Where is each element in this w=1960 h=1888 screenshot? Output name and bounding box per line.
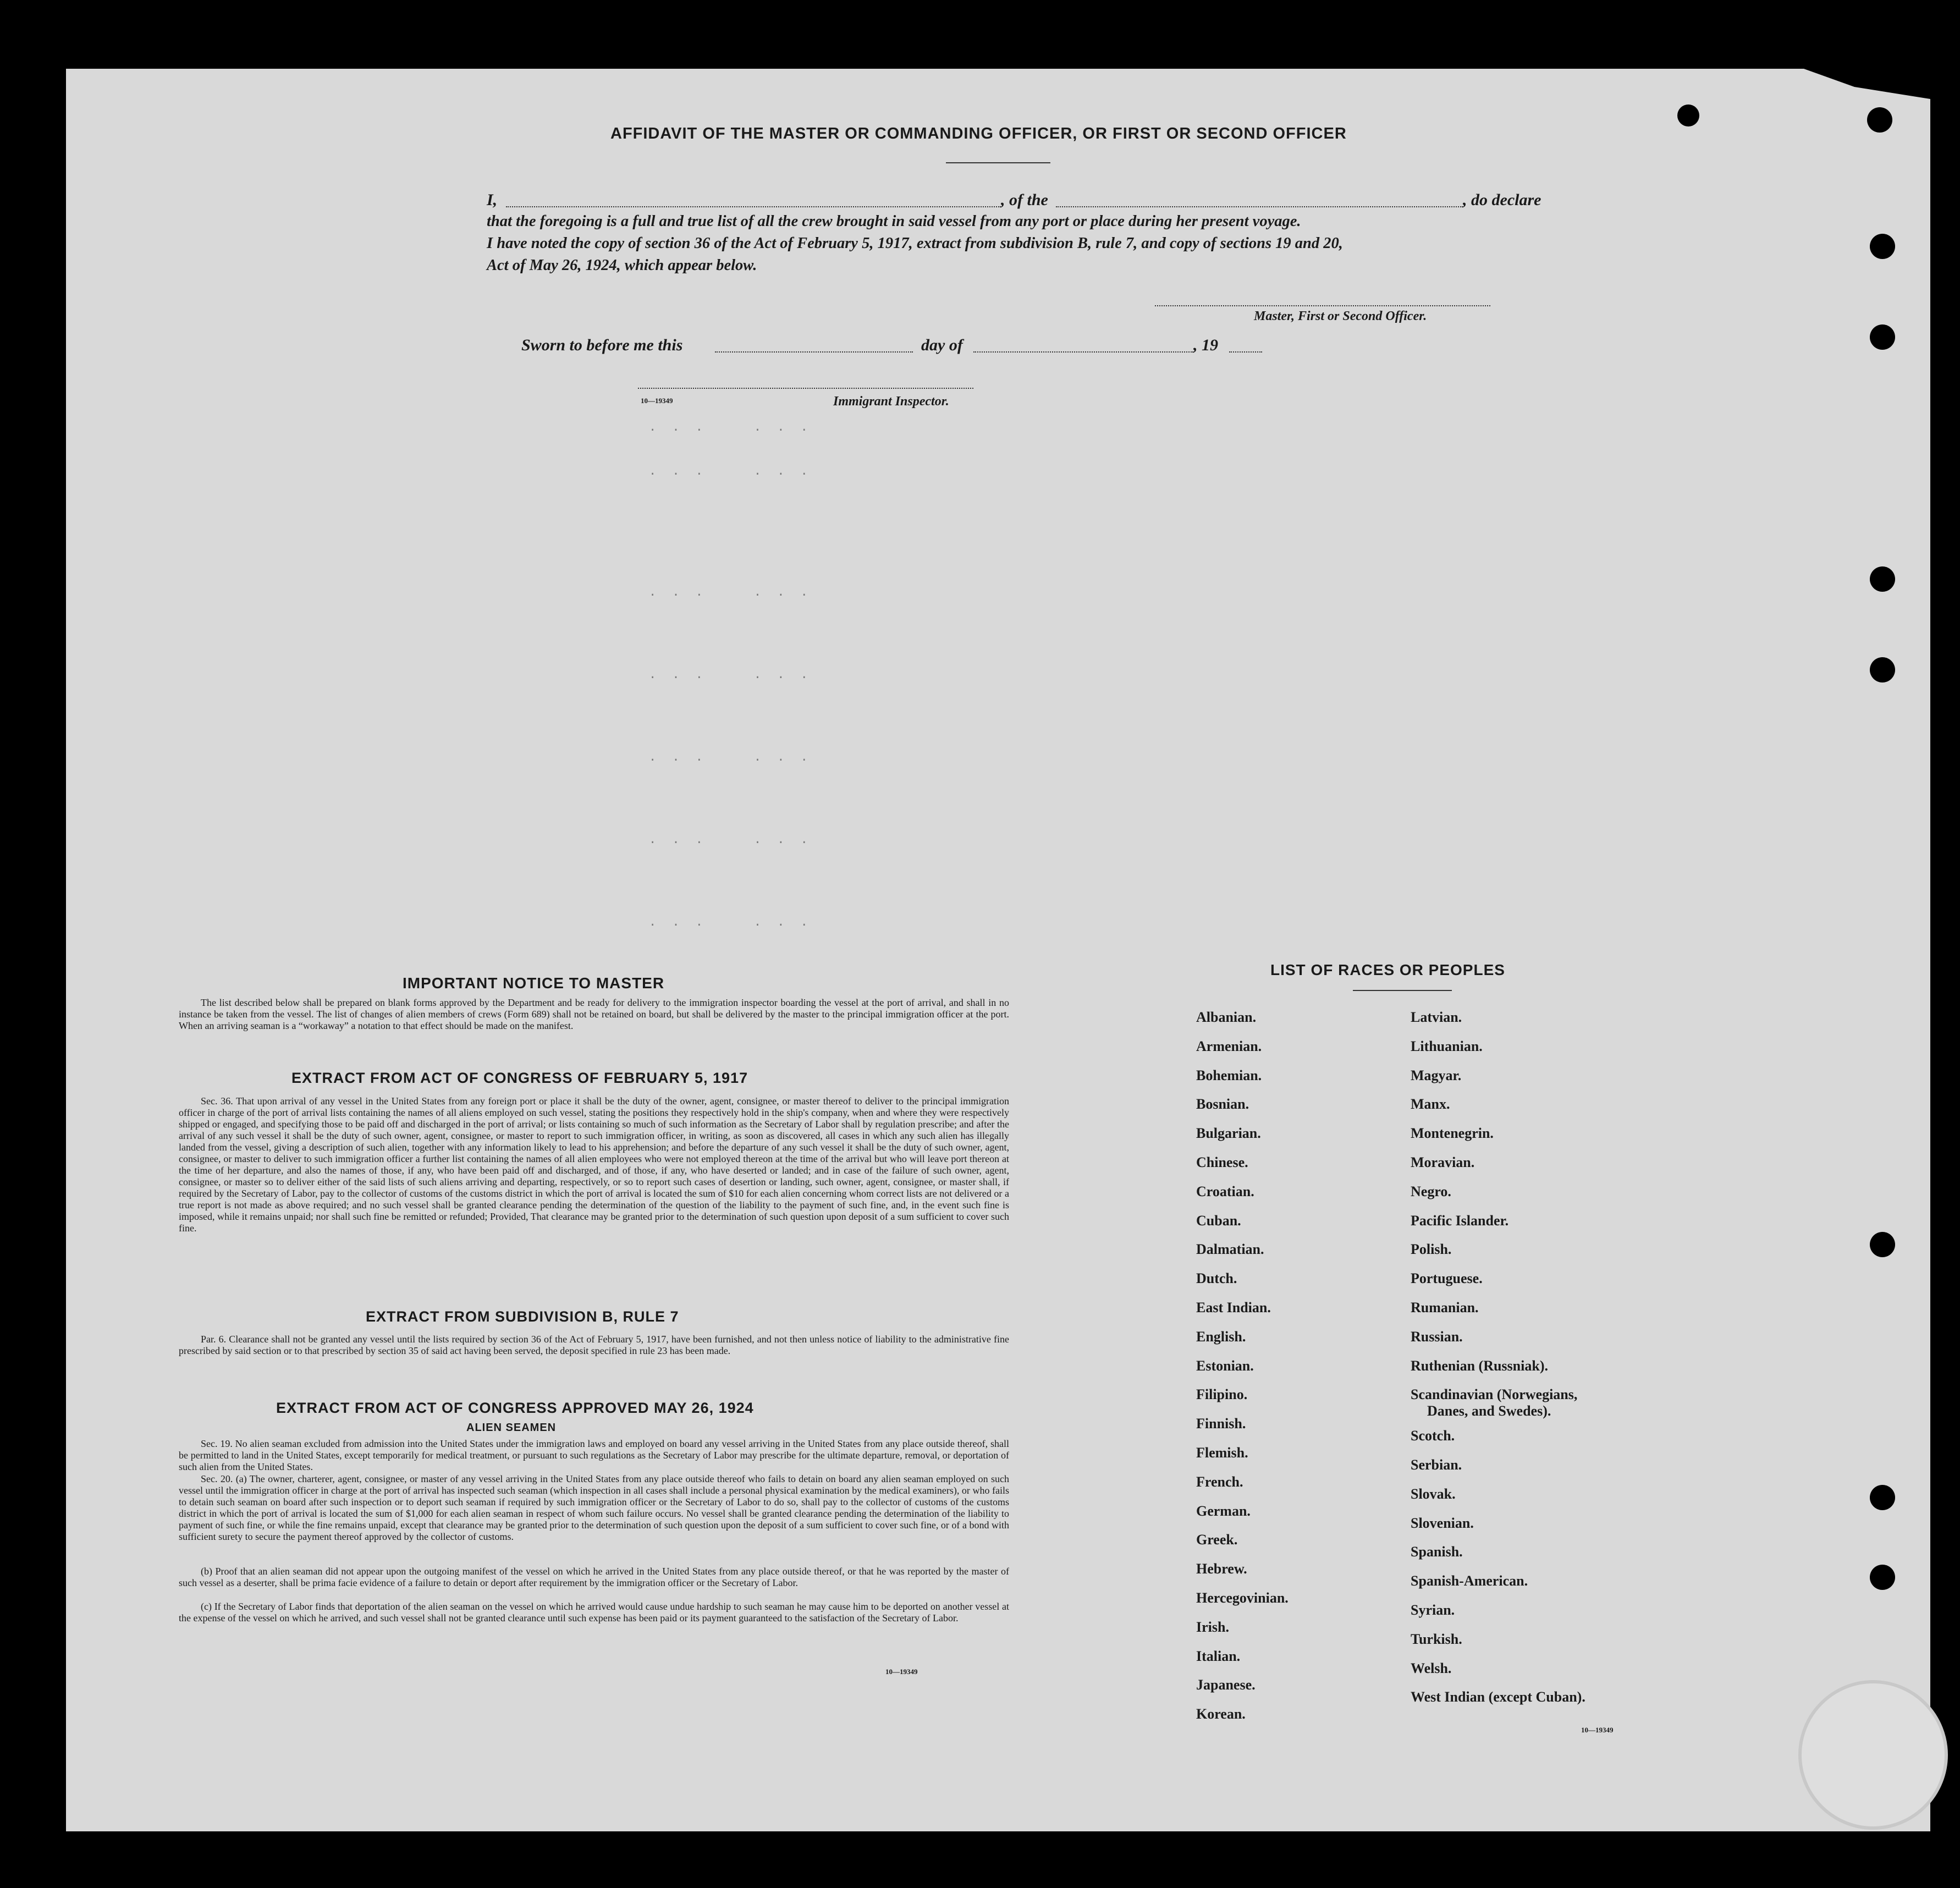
- document-sheet: [66, 69, 1930, 1831]
- extract-1917-title: EXTRACT FROM ACT OF CONGRESS OF FEBRUARY 5, 1917: [291, 1070, 748, 1086]
- form-number: 10—19349: [1581, 1726, 1614, 1734]
- show-through-marks: . . . . . .: [649, 465, 812, 478]
- show-through-marks: . . . . . .: [649, 833, 812, 847]
- alien-seamen-subtitle: ALIEN SEAMEN: [466, 1422, 557, 1434]
- race-item: Russian.: [1411, 1328, 1463, 1345]
- race-item: Filipino.: [1196, 1386, 1248, 1403]
- race-item: Dutch.: [1196, 1270, 1237, 1287]
- notice-text: The list described below shall be prepared on blank forms approved by the Department and be ready for delivery to the immigration inspector boarding the vessel at the port of arrival, and shall in no instance be taken from the vessel. The list of changes of alien members of crews (Form 689) shall not be retained on board, but shall be delivered by the master to the principal immigration officer at the port. When an arriving seaman is a “workaway” a notation to that effect should be made on the manifest.: [179, 997, 1009, 1031]
- race-item: Montenegrin.: [1411, 1125, 1494, 1142]
- race-item: Japanese.: [1196, 1677, 1256, 1693]
- race-item: West Indian (except Cuban).: [1411, 1689, 1585, 1705]
- title-rule: [946, 162, 1050, 163]
- race-item: Spanish.: [1411, 1544, 1463, 1560]
- race-item: Welsh.: [1411, 1660, 1452, 1676]
- extract-1924-title: EXTRACT FROM ACT OF CONGRESS APPROVED MAY 26, 1924: [276, 1400, 754, 1416]
- rule7-title: EXTRACT FROM SUBDIVISION B, RULE 7: [366, 1308, 679, 1325]
- punch-hole: [1867, 107, 1892, 133]
- race-item: Serbian.: [1411, 1457, 1462, 1473]
- race-item: Armenian.: [1196, 1038, 1262, 1054]
- race-item: Finnish.: [1196, 1416, 1246, 1432]
- race-item: Portuguese.: [1411, 1270, 1483, 1287]
- sec20b-text: (b) Proof that an alien seaman did not appear upon the outgoing manifest of the vessel on which he arrived in the United States from any place outside thereof, or that he was reported by the master of such vessel as a deserter, shall be prima facie evidence of a failure to detain or deport after requirement by the immigration officer or the Secretary of Labor.: [179, 1566, 1009, 1588]
- race-item: Greek.: [1196, 1532, 1238, 1548]
- sworn-month-field[interactable]: [973, 351, 1193, 353]
- day-of-label: day of: [921, 336, 963, 354]
- race-item: Korean.: [1196, 1706, 1246, 1722]
- race-item: Bohemian.: [1196, 1067, 1262, 1083]
- race-item: Slovak.: [1411, 1485, 1456, 1502]
- show-through-marks: . . . . . .: [649, 916, 812, 929]
- race-item: English.: [1196, 1328, 1246, 1345]
- embossed-seal: [1798, 1680, 1948, 1830]
- punch-hole: [1677, 104, 1699, 126]
- inspector-signature-field[interactable]: [638, 388, 973, 389]
- race-item: Italian.: [1196, 1648, 1241, 1664]
- punch-hole: [1870, 1232, 1895, 1257]
- punch-hole: [1870, 566, 1895, 592]
- name-field[interactable]: [506, 206, 1001, 207]
- race-item: German.: [1196, 1502, 1251, 1519]
- race-item: Hebrew.: [1196, 1561, 1247, 1577]
- show-through-marks: . . . . . .: [649, 586, 812, 599]
- show-through-marks: . . . . . .: [649, 668, 812, 682]
- race-item: Spanish-American.: [1411, 1573, 1528, 1589]
- race-item: Bosnian.: [1196, 1096, 1249, 1113]
- race-item: Bulgarian.: [1196, 1125, 1261, 1142]
- race-item: Syrian.: [1411, 1602, 1455, 1618]
- race-item: Turkish.: [1411, 1631, 1462, 1647]
- sworn-day-field[interactable]: [715, 351, 913, 353]
- race-item: Pacific Islander.: [1411, 1212, 1509, 1229]
- race-item: Flemish.: [1196, 1445, 1248, 1461]
- race-item: Dalmatian.: [1196, 1241, 1264, 1258]
- notice-title: IMPORTANT NOTICE TO MASTER: [403, 975, 665, 992]
- signature-caption: Master, First or Second Officer.: [1254, 309, 1427, 323]
- race-item: Slovenian.: [1411, 1515, 1474, 1531]
- race-item: Negro.: [1411, 1183, 1451, 1199]
- affidavit-body-line1: that the foregoing is a full and true list of all the crew brought in said vessel from any port or place during her present voyage.: [487, 213, 1301, 230]
- punch-hole: [1870, 1565, 1895, 1590]
- sworn-label: Sworn to before me this: [521, 336, 683, 354]
- rule7-text: Par. 6. Clearance shall not be granted any vessel until the lists required by section 36 of the Act of February 5, 1917, have been furnished, and not then unless notice of liability to the administrative fine prescribed by said section or to that prescribed by section 35 of said act having been served, the deposit specified in rule 23 has been made.: [179, 1334, 1009, 1356]
- races-title-rule: [1353, 990, 1452, 991]
- race-item: French.: [1196, 1473, 1243, 1490]
- punch-hole: [1870, 234, 1895, 259]
- race-item: Irish.: [1196, 1619, 1229, 1635]
- race-item: Moravian.: [1411, 1154, 1475, 1170]
- race-item: Croatian.: [1196, 1183, 1254, 1199]
- race-item: Cuban.: [1196, 1212, 1241, 1229]
- race-item: Scotch.: [1411, 1428, 1455, 1444]
- affidavit-i-label: I,: [487, 191, 498, 209]
- extract-1917-text: Sec. 36. That upon arrival of any vessel in the United States from any foreign port or place it shall be the duty of the owner, agent, consignee, or master thereof to deliver to the principal immigration officer in charge of the port of arrival lists containing the names of all aliens employed on such vessel, stating the positions they respectively hold in the ship's company, when and where they were respectively shipped or engaged, and specifying those to be paid off and discharged in the port of arrival; or lists containing so much of such information as the Secretary of Labor shall by regulation prescribe; and after the arrival of any such vessel it shall be the duty of such owner, agent, consignee, or master to report to such immigration officer, in writing, as soon as discovered, all cases in which any such alien has illegally landed from the vessel, giving a description of such alien, together with any information likely to lead to his apprehension; and before the departure of any such vessel it shall be the duty of such owner, agent, consignee, or master to deliver to such immigration officer a further list containing the names of all alien employees who were not employed thereon at the time of the arrival but who will leave port thereon at the time of her departure, and also the names of those, if any, who have been paid off and discharged, and of those, if any, who have deserted or landed; and in case of the failure of such owner, agent, consignee, or master so to deliver either of the said lists of such aliens arriving and departing, respectively, or so to report such cases of desertion or landing, such owner, agent, consignee, or master shall, if required by the Secretary of Labor, pay to the collector of customs of the customs district in which the port of arrival is located the sum of $10 for each alien concerning whom correct lists are not delivered or a true report is not made as above required; and no such vessel shall be granted clearance pending the determination of the question of the liability to the payment of such fine, and, in the event such fine is imposed, while it remains unpaid; nor shall such fine be remitted or refunded; Provided, That clearance may be granted prior to the determination of such question upon deposit of a sum sufficient to cover such fine.: [179, 1096, 1009, 1234]
- race-item: Latvian.: [1411, 1009, 1462, 1025]
- race-item: Polish.: [1411, 1241, 1452, 1258]
- affidavit-title: AFFIDAVIT OF THE MASTER OR COMMANDING OFFICER, OR FIRST OR SECOND OFFICER: [610, 125, 1347, 142]
- race-item: East Indian.: [1196, 1300, 1271, 1315]
- show-through-marks: . . . . . .: [649, 751, 812, 764]
- affidavit-of-the: , of the: [1001, 191, 1048, 209]
- year-label: , 19: [1193, 336, 1218, 354]
- sec19-text: Sec. 19. No alien seaman excluded from admission into the United States under the immigration laws and employed on board any vessel arriving in the United States from any place outside thereof, shall be permitted to land in the United States, except temporarily for medical treatment, or pursuant to such regulations as the Secretary of Labor may prescribe for the ultimate departure, removal, or deportation of such alien from the United States.: [179, 1438, 1009, 1472]
- race-item: Danes, and Swedes).: [1427, 1403, 1551, 1419]
- race-item: Manx.: [1411, 1096, 1450, 1113]
- race-item: Chinese.: [1196, 1154, 1248, 1170]
- race-item: Lithuanian.: [1411, 1038, 1483, 1054]
- race-item: Scandinavian (Norwegians,: [1411, 1386, 1578, 1403]
- sec20c-text: (c) If the Secretary of Labor finds that deportation of the alien seaman on the vessel on which he arrived would cause undue hardship to such seaman he may cause him to be deported on another vessel at the expense of the vessel on which he arrived, and such vessel shall not be granted clearance until such expense has been paid or its payment guaranteed to the satisfaction of the Secretary of Labor.: [179, 1601, 1009, 1623]
- punch-hole: [1870, 1485, 1895, 1510]
- signature-field[interactable]: [1155, 305, 1490, 306]
- inspector-caption: Immigrant Inspector.: [833, 394, 949, 409]
- vessel-field[interactable]: [1056, 206, 1463, 207]
- form-number: 10—19349: [641, 397, 673, 405]
- year-field[interactable]: [1229, 351, 1262, 353]
- affidavit-body-line3: Act of May 26, 1924, which appear below.: [487, 257, 757, 274]
- race-item: Rumanian.: [1411, 1300, 1479, 1315]
- sec20a-text: Sec. 20. (a) The owner, charterer, agent, consignee, or master of any vessel arriving in the United States from any place outside thereof who fails to detain on board any alien seaman employed on such vessel until the immigration officer in charge at the port of arrival has inspected such seaman (which inspection in all cases shall include a personal physical examination by the medical examiners), or who fails to detain such seaman on board after such inspection or to deport such seaman if required by such immigration officer or the Secretary of Labor to do so, shall pay to the collector of customs of the customs district in which the port of arrival is located the sum of $1,000 for each alien seaman in respect of whom such failure occurs. No vessel shall be granted clearance pending the determination of the liability to payment of such fine, or while the fine remains unpaid, except that clearance may be granted prior to the determination of such question upon the deposit of a sum sufficient to cover such fine, or of a bond with sufficient surety to secure the payment thereof approved by the collector of customs.: [179, 1473, 1009, 1542]
- race-item: Ruthenian (Russniak).: [1411, 1357, 1548, 1374]
- form-number: 10—19349: [885, 1667, 918, 1676]
- torn-corner: [1804, 69, 1930, 99]
- race-item: Magyar.: [1411, 1067, 1462, 1083]
- races-title: LIST OF RACES OR PEOPLES: [1270, 961, 1505, 978]
- race-item: Hercegovinian.: [1196, 1590, 1289, 1606]
- punch-hole: [1870, 324, 1895, 350]
- affidavit-do-declare: , do declare: [1463, 191, 1541, 209]
- affidavit-body-line2: I have noted the copy of section 36 of the Act of February 5, 1917, extract from subdivision B, rule 7, and copy of sections 19 and 20,: [487, 235, 1343, 252]
- race-item: Albanian.: [1196, 1009, 1257, 1025]
- punch-hole: [1870, 657, 1895, 682]
- race-item: Estonian.: [1196, 1357, 1254, 1374]
- show-through-marks: . . . . . .: [649, 421, 812, 434]
